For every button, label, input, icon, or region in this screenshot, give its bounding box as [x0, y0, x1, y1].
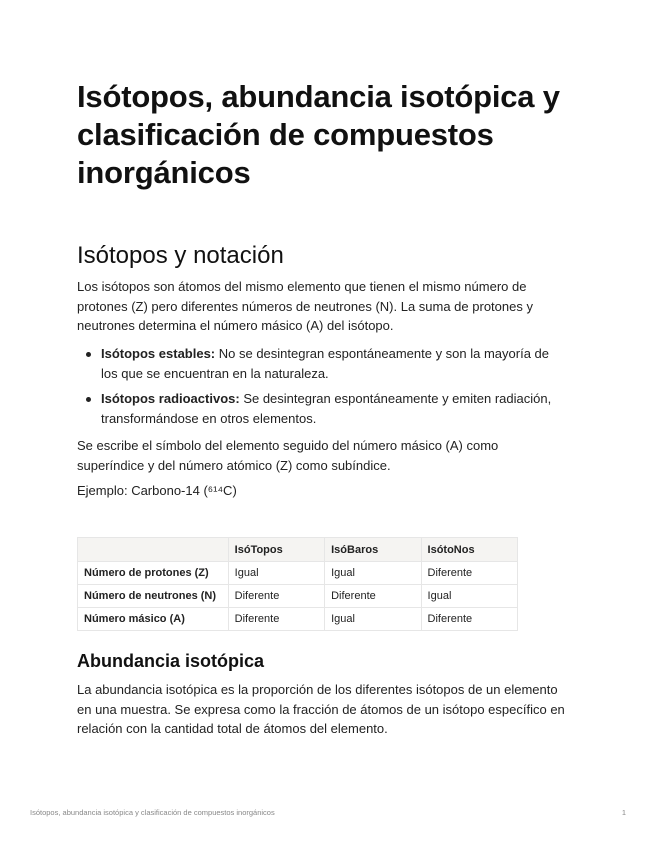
page-title: Isótopos, abundancia isotópica y clasificación de compuestos inorgánicos	[77, 79, 560, 190]
table-header-cell: IsóBaros	[325, 538, 421, 562]
example-paragraph: Ejemplo: Carbono-14 (⁶¹⁴C)	[77, 483, 237, 498]
abundance-paragraph: La abundancia isotópica es la proporción de los diferentes isótopos de un elemento en una muestra. Se expresa como la fracción de átomos de un isótopo específico en relación con la cantidad total de átomos del elemento.	[77, 682, 565, 736]
table-header-cell: IsóTopos	[228, 538, 324, 562]
notation-paragraph: Se escribe el símbolo del elemento seguido del número másico (A) como superíndice y del número atómico (Z) como subíndice.	[77, 438, 499, 473]
footer-title: Isótopos, abundancia isotópica y clasificación de compuestos inorgánicos	[30, 808, 275, 817]
list-item-term: Isótopos radioactivos:	[101, 391, 240, 406]
section-heading-isotopos: Isótopos y notación	[77, 242, 284, 269]
table-row	[78, 608, 518, 631]
page-number: 1	[621, 808, 626, 817]
table-cell: Igual	[228, 562, 324, 585]
list-item-text: No se desintegran espontáneamente y son la mayoría de los que se encuentran en la naturaleza.	[101, 346, 550, 381]
table-row	[78, 562, 518, 585]
section-heading-abundancia: Abundancia isotópica	[77, 651, 265, 671]
table-cell: Igual	[325, 608, 421, 631]
table-cell: Diferente	[228, 585, 324, 608]
table-row	[78, 585, 518, 608]
list-item	[77, 344, 567, 383]
table-header-cell	[78, 538, 229, 562]
table-cell: Igual	[421, 585, 517, 608]
table-cell: Igual	[325, 562, 421, 585]
list-item-term: Isótopos estables:	[101, 346, 216, 361]
table-cell: Diferente	[228, 608, 324, 631]
row-label: Número de neutrones (N)	[78, 585, 229, 608]
table-cell: Diferente	[421, 562, 517, 585]
list-item	[77, 389, 567, 428]
row-label: Número másico (A)	[78, 608, 229, 631]
row-label: Número de protones (Z)	[78, 562, 229, 585]
comparison-table	[77, 537, 518, 631]
table-cell: Diferente	[325, 585, 421, 608]
isotope-types-list	[77, 344, 567, 434]
table-header-row	[78, 538, 518, 562]
intro-paragraph: Los isótopos son átomos del mismo elemento que tienen el mismo número de protones (Z) pero diferentes números de neutrones (N). La suma de protones y neutrones determina el número másico (A) del isótopo.	[77, 279, 533, 333]
page-footer	[30, 808, 626, 817]
list-item-text: Se desintegran espontáneamente y emiten radiación, transformándose en otros elementos.	[101, 391, 552, 426]
table-header-cell: IsótoNos	[421, 538, 517, 562]
table-cell: Diferente	[421, 608, 517, 631]
